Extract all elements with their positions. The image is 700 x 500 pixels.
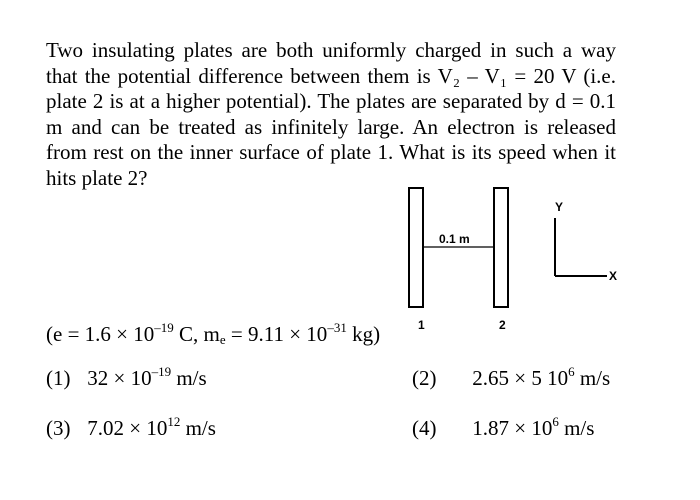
option-3[interactable]: (3) $7.02 \times 10^{12}$ m/s [46, 414, 216, 440]
y-axis-label: Y [555, 200, 564, 214]
x-axis-label: X [609, 269, 618, 283]
plate-1 [409, 188, 423, 307]
plate-2 [494, 188, 508, 307]
plate-2-label: 2 [499, 318, 506, 332]
separation-label: 0.1 m [439, 232, 470, 246]
parallel-plates-diagram [395, 180, 635, 340]
plate-1-label: 1 [418, 318, 425, 332]
option-1[interactable]: (1) $32 \times 10^{-19}$ m/s [46, 364, 207, 390]
option-2[interactable]: (2) 2.65 × 5 $10^6$ m/s [412, 364, 611, 390]
constants-line: ($e = 1.6 \times 10^{-19}$ C, $m_e = 9.11 \times 10^{-31}$ kg) [46, 320, 381, 347]
option-4[interactable]: (4) $1.87 \times 10^6$ m/s [412, 414, 595, 440]
question-text: Two insulating plates are both uniformly charged in such a way that the potential difference between them is V₂ – V₁ = 20 V (i.e. plate 2 is at a higher potential). The plates are separated by d = 0.1 m and can be treated as infinitely large. An electron is released from rest on the inner surface of plate 1. What is its speed when it hits plate 2? [46, 38, 616, 190]
